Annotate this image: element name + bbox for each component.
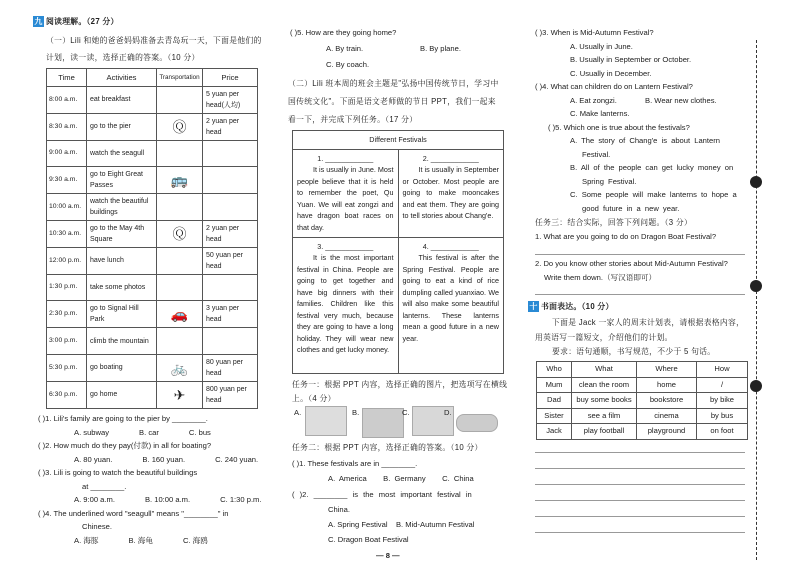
question-text: ( )5. How are they going home? (290, 28, 397, 37)
transport-cell (157, 113, 203, 140)
time-cell: 3:00 p.m. (47, 328, 87, 355)
time-cell: 1:30 p.m. (47, 274, 87, 301)
time-cell: 8:00 a.m. (47, 87, 87, 114)
writing-line[interactable] (535, 516, 745, 517)
table-row (537, 393, 748, 409)
option-a[interactable]: A. Spring Festival (328, 520, 388, 529)
section-9-heading (33, 15, 119, 28)
table-row (47, 113, 258, 140)
option-b[interactable]: B. All of the people can get lucky money on (570, 163, 734, 172)
subway-icon: Ⓠ (172, 118, 187, 135)
time-cell: 10:30 a.m. (47, 220, 87, 247)
activity-cell: go to the pier (87, 113, 157, 140)
table-cell: playground (637, 424, 697, 440)
intro-line: 看一下，并完成下列任务。（17 分） (288, 115, 418, 124)
plane-icon: ✈ (173, 386, 186, 403)
table-cell: / (697, 377, 748, 393)
car-icon: 🚗 (170, 306, 189, 323)
page-number: — 8 — (376, 551, 400, 560)
binding-hole (750, 380, 762, 392)
writing-line[interactable] (535, 468, 745, 469)
table-cell: bookstore (637, 393, 697, 409)
table-cell: by bus (697, 408, 748, 424)
activity-cell: go to the May 4th Square (87, 220, 157, 247)
time-cell: 5:30 p.m. (47, 354, 87, 381)
subway-icon: Ⓠ (172, 225, 187, 242)
activity-cell: eat breakfast (87, 87, 157, 114)
price-cell: 80 yuan per head (203, 354, 258, 381)
option-a[interactable]: A. By train. (326, 44, 364, 53)
option-a[interactable]: A. subway (74, 427, 110, 437)
table-row (537, 424, 748, 440)
activity-cell: have lunch (87, 247, 157, 274)
table-cell: Dad (537, 393, 572, 409)
price-cell: 5 yuan per head(人均) (203, 87, 258, 114)
option-c[interactable]: C. Usually in December. (570, 68, 652, 78)
answer-line[interactable] (535, 254, 745, 255)
binding-hole (750, 176, 762, 188)
table-cell: on foot (697, 424, 748, 440)
table-header-row (47, 69, 258, 87)
writing-line[interactable] (535, 452, 745, 453)
price-cell: 2 yuan per head (203, 220, 258, 247)
activity-cell: go to Signal Hill Park (87, 301, 157, 328)
intro-line: 下面是 Jack 一家人的周末计划表，请根据表格内容， (552, 318, 745, 327)
question-text: ( )1. Lili's family are going to the pier by ________. (38, 414, 208, 423)
column-header: Activities (87, 69, 157, 87)
option-c[interactable]: C. 海鸥 (182, 535, 208, 545)
option-c[interactable]: C. 1:30 p.m. (220, 495, 262, 504)
table-row (47, 301, 258, 328)
table-cell: by bike (697, 393, 748, 409)
option-b[interactable]: B. Usually in September or October. (570, 55, 692, 64)
price-cell (203, 274, 258, 301)
option-a[interactable]: A. 海豚 (74, 535, 99, 545)
option-b[interactable]: B. 10:00 a.m. (144, 495, 191, 504)
column-header: Who (537, 362, 572, 378)
transport-cell (157, 328, 203, 355)
question-text: ( )1. These festivals are in ________. (292, 459, 418, 468)
intro-line: 用英语写一篇短文，介绍他们的计划。 (535, 333, 673, 342)
table-row (47, 274, 258, 301)
dragon-boat-picture (456, 414, 498, 432)
picture-label-b: B. (352, 408, 360, 417)
table-cell: home (637, 377, 697, 393)
column-header: Time (47, 69, 87, 87)
question-text: ( )3. Lili is going to watch the beautiful buildings (38, 468, 198, 477)
section-title: 阅读理解。（27 分） (46, 17, 119, 26)
family-dinner-picture (305, 406, 347, 436)
activity-cell: watch the seagull (87, 140, 157, 167)
task2-heading: 任务二：根据 PPT 内容，选择正确的答案。（10 分） (292, 443, 483, 452)
time-cell: 12:00 p.m. (47, 247, 87, 274)
table-cell: buy some books (572, 393, 637, 409)
column-header: What (572, 362, 637, 378)
time-cell: 9:00 a.m. (47, 140, 87, 167)
time-cell: 2:30 p.m. (47, 301, 87, 328)
intro-line: （一）Lili 和她的爸爸妈妈准备去青岛玩一天，下面是他们的 (46, 36, 262, 45)
transport-cell (157, 301, 203, 328)
picture-label-c: C. (402, 408, 410, 417)
table-cell: Jack (537, 424, 572, 440)
question-text: 2. Do you know other stories about Mid-Autumn Festival? (535, 259, 728, 268)
option-b[interactable]: B. 海龟 (128, 535, 153, 545)
table-cell: cinema (637, 408, 697, 424)
answer-blank[interactable]: 3. ____________ (317, 241, 374, 251)
transport-cell (157, 381, 203, 408)
answer-blank[interactable]: 2. ____________ (422, 153, 479, 163)
options (38, 453, 258, 466)
activity-cell: take some photos (87, 274, 157, 301)
table-cell: play football (572, 424, 637, 440)
option-c[interactable]: C. bus (188, 427, 211, 437)
festival-text: It is usually in September or October. Most people are going to make mooncakes and eat them. They are going to tell stories about Chang'e. (402, 165, 499, 220)
option-a[interactable]: A. 80 yuan. (74, 454, 113, 464)
price-cell (203, 140, 258, 167)
table-cell: Sister (537, 408, 572, 424)
question-text: at ________. (82, 481, 127, 491)
question-text: ( )3. When is Mid-Autumn Festival? (535, 28, 654, 37)
table-cell: see a film (572, 408, 637, 424)
transport-cell (157, 274, 203, 301)
question-text: ( )4. What can children do on Lantern Festival? (535, 82, 693, 91)
option-b[interactable]: B. Wear new clothes. (645, 95, 717, 105)
option-c[interactable]: C. By coach. (326, 60, 370, 69)
price-cell (203, 194, 258, 221)
section-badge: 十 (529, 302, 538, 311)
question-text: ( )2. How much do they pay(付款) in all for boating? (38, 441, 212, 450)
weekend-plan-table (536, 361, 748, 440)
options (38, 493, 262, 506)
activity-cell: watch the beautiful buildings (87, 194, 157, 221)
price-cell (203, 167, 258, 194)
option-c[interactable]: C. Make lanterns. (570, 109, 630, 118)
activity-cell: go home (87, 381, 157, 408)
table-row (47, 247, 258, 274)
section-10-heading (528, 300, 614, 313)
column-header: Where (637, 362, 697, 378)
option-a[interactable]: A. Usually in June. (570, 41, 633, 51)
intro-line: 计划，读一读，选择正确的答案。（10 分） (46, 53, 200, 62)
bus-icon: 🚌 (170, 172, 189, 189)
table-row (537, 377, 748, 393)
table-row (47, 220, 258, 247)
price-cell (203, 328, 258, 355)
activity-cell: go boating (87, 354, 157, 381)
answer-blank[interactable]: 4. ____________ (422, 241, 479, 251)
task1-line: 上。（4 分） (292, 394, 336, 403)
activity-cell: climb the mountain (87, 328, 157, 355)
option-c[interactable]: C. 240 yuan. (215, 454, 259, 464)
option-c[interactable]: C. China (442, 474, 474, 483)
binding-hole (750, 280, 762, 292)
column-header: Transportation (157, 69, 203, 87)
options (292, 472, 474, 485)
section-title: 书面表达。（10 分） (541, 302, 614, 311)
section-badge: 九 (34, 17, 43, 26)
transport-cell (157, 140, 203, 167)
table-row (47, 354, 258, 381)
options (292, 518, 474, 531)
price-cell: 50 yuan per head (203, 247, 258, 274)
option-a[interactable]: A. Eat zongzi. (570, 95, 617, 105)
price-cell: 2 yuan per head (203, 113, 258, 140)
table-row (47, 328, 258, 355)
transport-cell (157, 247, 203, 274)
options (38, 426, 211, 439)
table-row (47, 87, 258, 114)
festivals-title: Different Festivals (293, 131, 504, 150)
table-row (47, 167, 258, 194)
time-cell: 6:30 p.m. (47, 381, 87, 408)
option-a[interactable]: A. 9:00 a.m. (74, 495, 115, 504)
option-text-cont: Spring Festival. (582, 176, 637, 186)
task1-line: 任务一：根据 PPT 内容，选择正确的图片，把选项写在横线 (292, 380, 508, 389)
question-text: ( )5. Which one is true about the festivals? (548, 122, 690, 132)
bike-icon: 🚲 (170, 359, 189, 376)
option-c[interactable]: C. Dragon Boat Festival (328, 535, 409, 544)
transport-cell (157, 87, 203, 114)
festival-text: It is the most important festival in China. People are going to get together and have big dinners with their families. Children like this festival very much, because they are going to have a long holiday. They will wear new clothes and get lucky money. (297, 253, 394, 354)
festival-text: It is usually in June. Most people believe that it is held to remember the poet, Qu Yuan. We will eat zongzi and have dragon boat races on that day. (297, 165, 394, 232)
option-a[interactable]: A. The story of Chang'e is about Lantern (570, 136, 720, 145)
writing-line[interactable] (535, 500, 745, 501)
transport-cell (157, 167, 203, 194)
option-b[interactable]: B. 160 yuan. (142, 454, 186, 464)
option-b[interactable]: B. Germany (383, 474, 426, 483)
time-cell: 8:30 a.m. (47, 113, 87, 140)
column-header: Price (203, 69, 258, 87)
table-row (47, 381, 258, 408)
question-text: ( )2. ________ is the most important festival in (292, 490, 472, 499)
table-cell: clean the room (572, 377, 637, 393)
task3-heading: 任务三：结合实际，回答下列问题。（3 分） (535, 218, 693, 227)
question-text: ( )4. The underlined word "seagull" means "________" in (38, 508, 229, 518)
writing-line[interactable] (535, 484, 745, 485)
answer-line[interactable] (535, 294, 745, 295)
table-header-row (537, 362, 748, 378)
writing-line[interactable] (535, 532, 745, 533)
question-text: China. (328, 505, 350, 514)
transport-cell (157, 194, 203, 221)
question-text: Chinese. (82, 522, 112, 531)
activity-cell: go to Eight Great Passes (87, 167, 157, 194)
column-header: How (697, 362, 748, 378)
question-text: Write them down.（写汉语即可） (544, 273, 657, 282)
lantern-picture (362, 408, 404, 438)
binding-line (756, 40, 757, 560)
picture-label-d: D. (444, 408, 452, 417)
price-cell: 3 yuan per head (203, 301, 258, 328)
answer-blank[interactable]: 1. ____________ (317, 153, 374, 163)
option-c[interactable]: C. Some people will make lanterns to hope a (570, 190, 737, 199)
time-cell: 9:30 a.m. (47, 167, 87, 194)
question-text: 1. What are you going to do on Dragon Boat Festival? (535, 232, 717, 241)
table-row (47, 140, 258, 167)
options (38, 534, 208, 547)
option-b[interactable]: B. By plane. (420, 44, 461, 53)
option-b[interactable]: B. Mid-Autumn Festival (395, 520, 475, 529)
option-a[interactable]: A. America (328, 474, 367, 483)
table-cell: Mum (537, 377, 572, 393)
plan-table (46, 68, 258, 409)
picture-label-a: A. (294, 408, 302, 417)
transport-cell (157, 354, 203, 381)
price-cell: 800 yuan per head (203, 381, 258, 408)
intro-line: （二）Lili 班本周的班会主题是"弘扬中国传统节日，学习中 (288, 79, 499, 88)
option-b[interactable]: B. car (139, 427, 159, 437)
time-cell: 10:00 a.m. (47, 194, 87, 221)
table-row (47, 194, 258, 221)
festival-text: This festival is after the Spring Festival. People are going to eat a kind of rice dumpling called yuanxiao. We will also make some beautiful lanterns. These lanterns mean a good future in a new year. (402, 253, 499, 343)
option-text-cont: Festival. (582, 149, 611, 159)
festivals-table (292, 130, 504, 374)
option-text-cont: good future in a new year. (582, 203, 680, 213)
intro-line: 国传统文化"。下面是语文老师做的节日 PPT，我们一起来 (288, 97, 496, 106)
intro-line: 要求：语句通顺，书写规范，不少于 5 句话。 (552, 347, 716, 356)
transport-cell (157, 220, 203, 247)
table-row (537, 408, 748, 424)
